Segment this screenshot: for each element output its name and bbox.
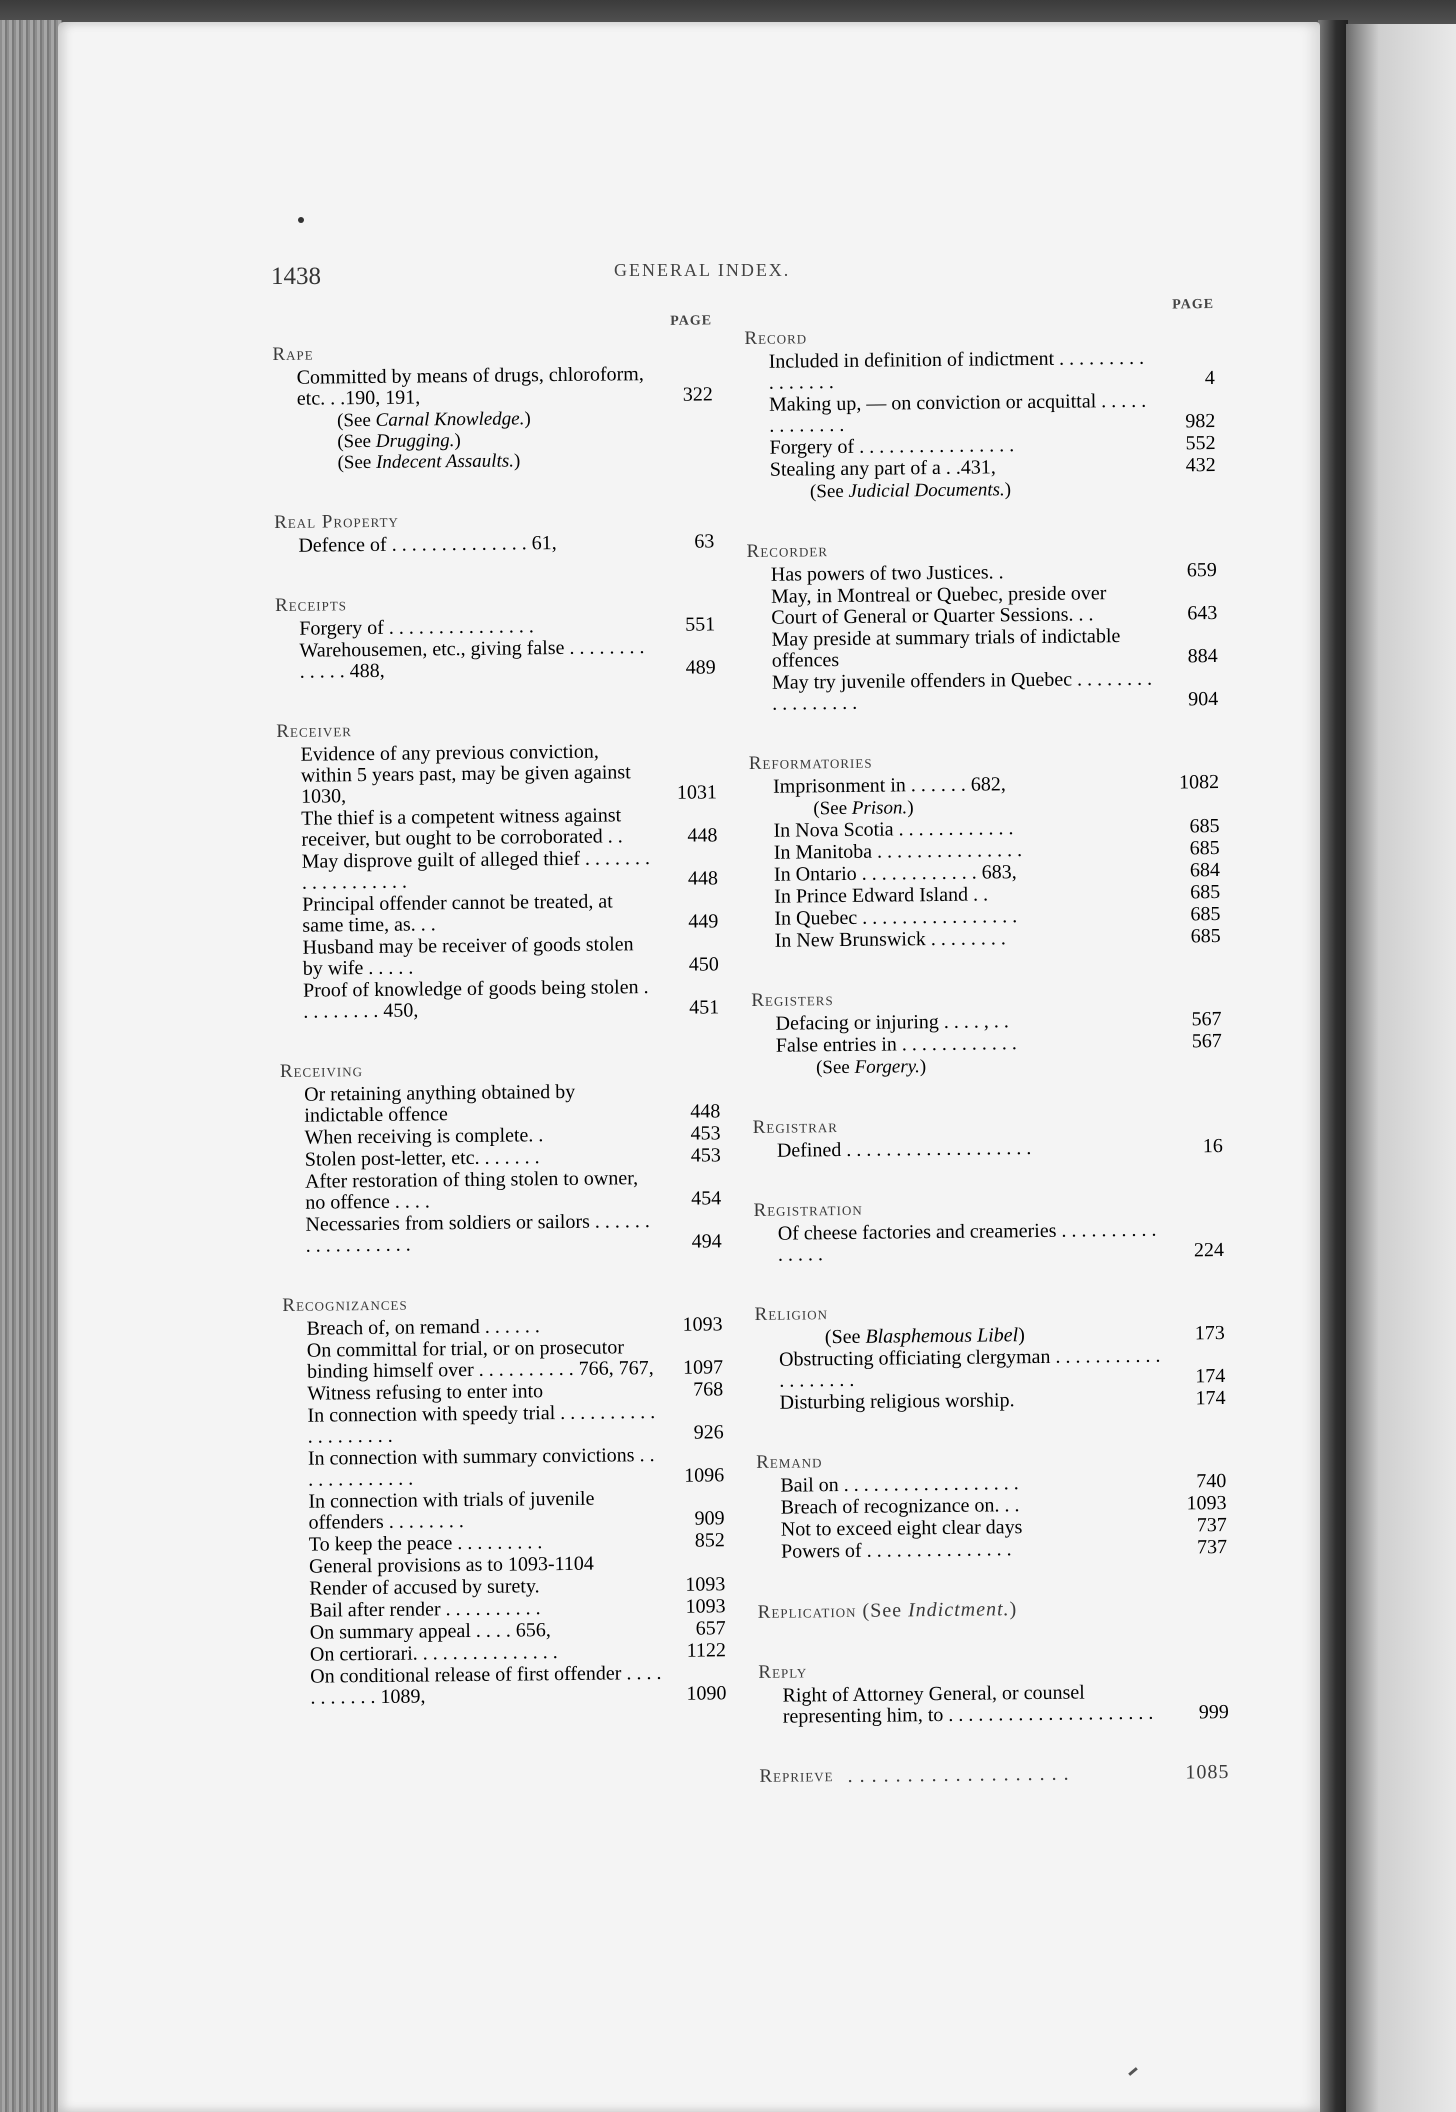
entry-text: May, in Montreal or Quebec, preside over Court of General or Quarter Sessions. . . [770, 582, 1107, 629]
index-entry [277, 804, 717, 851]
page-reference: 1090 [686, 1682, 727, 1705]
index-entry [281, 1210, 721, 1257]
index-entry [278, 890, 718, 937]
page-reference: 451 [689, 996, 720, 1019]
entry-text: After restoration of thing stolen to owner, no offence . . . . [304, 1167, 639, 1214]
index-heading: Receipts [274, 594, 348, 616]
index-entry [747, 625, 1217, 672]
index-section [753, 1112, 1223, 1162]
entry-text: On certiorari. . . . . . . . . . . . . . . [309, 1641, 558, 1666]
index-heading: Receiving [279, 1060, 364, 1082]
page-reference: 1093 [685, 1573, 726, 1596]
index-entry [747, 582, 1217, 629]
book-spine [1318, 20, 1348, 2112]
page-edges [0, 20, 62, 2112]
index-entry [279, 976, 719, 1023]
page-reference: 449 [688, 910, 719, 933]
page-reference: 173 [1194, 1322, 1225, 1345]
index-entry [280, 1080, 720, 1127]
entry-text: Breach of, on remand . . . . . . [306, 1315, 540, 1340]
page-reference: 224 [1193, 1239, 1225, 1262]
index-entry [745, 347, 1215, 394]
entry-text: Has powers of two Justices. . [770, 561, 1004, 586]
page-reference: 1097 [682, 1356, 724, 1379]
see-reference: (See Indictment.) [856, 1598, 1018, 1622]
entry-text: In Nova Scotia . . . . . . . . . . . . [773, 817, 1014, 842]
index-heading: Registrar [752, 1116, 838, 1138]
running-title: GENERAL INDEX. [614, 260, 791, 280]
see-target: Forgery. [854, 1056, 920, 1078]
entry-text: The thief is a competent witness against receiver, but ought to be corroborated . . [301, 804, 623, 851]
entry-text: May try juvenile offenders in Quebec . . . . . . . . . . . . . . . . . [771, 667, 1153, 715]
index-heading-text: Replication [757, 1600, 857, 1623]
index-heading [759, 1761, 1229, 1789]
index-entry [281, 1167, 721, 1214]
page-reference: 685 [1190, 925, 1221, 948]
see-reference: (See Prison.) [813, 797, 914, 820]
page-reference: 1096 [684, 1464, 725, 1487]
index-entry [286, 1662, 726, 1709]
see-target: Indictment. [907, 1598, 1010, 1622]
index-entry [274, 531, 714, 557]
index-heading: Religion [754, 1303, 829, 1325]
page-reference: 1082 [1178, 771, 1220, 794]
page-reference: 567 [1191, 1008, 1222, 1031]
index-section [749, 748, 1221, 952]
page-reference: 174 [1195, 1387, 1226, 1410]
index-entry [755, 1388, 1225, 1414]
page-reference: 489 [685, 656, 716, 679]
index-heading: Record [744, 327, 808, 349]
index-entry [283, 1401, 723, 1448]
entry-text: Witness refusing to enter into [307, 1380, 544, 1405]
entry-text: Bail on . . . . . . . . . . . . . . . . . . [780, 1472, 1019, 1497]
page-reference: 1085 [1185, 1760, 1230, 1784]
index-heading: Recognizances [282, 1293, 408, 1316]
page-reference: 657 [695, 1617, 726, 1640]
entry-text: Breach of recognizance on. . . [780, 1494, 1020, 1519]
page-reference: 884 [1187, 645, 1218, 668]
index-section [744, 323, 1216, 503]
index-heading-text: Reprieve [759, 1765, 834, 1787]
index-entry [755, 1345, 1225, 1392]
entry-text: Defined . . . . . . . . . . . . . . . . . . . [776, 1137, 1032, 1162]
entry-text: Of cheese factories and creameries . . . . . . . . . . . . . . . [777, 1218, 1157, 1266]
entry-text: In Prince Edward Island . . [774, 883, 989, 908]
page-reference: 322 [682, 383, 713, 406]
index-section [753, 1195, 1224, 1266]
entry-text: Stealing any part of a . .431, [769, 456, 996, 481]
entry-text: Included in definition of indictment . . . . . . . . . . . . . . . . [768, 346, 1145, 394]
index-section [280, 1056, 722, 1257]
entry-text: In Quebec . . . . . . . . . . . . . . . . [774, 905, 1018, 930]
entry-text: Forgery of . . . . . . . . . . . . . . . [299, 615, 534, 640]
page-reference: 4 [1204, 367, 1215, 390]
index-entry [273, 363, 713, 410]
index-section [756, 1447, 1227, 1563]
page-reference: 685 [1190, 903, 1221, 926]
left-index-column [272, 313, 727, 1747]
index-entry [283, 1336, 723, 1383]
index-section [272, 339, 713, 474]
index-heading: Rape [272, 343, 314, 365]
page-reference: 448 [690, 1100, 721, 1123]
entry-text: Right of Attorney General, or counsel representing him, to . . . . . . . . . . . . . . . . . . . . . [782, 1681, 1154, 1728]
index-entry [278, 847, 718, 894]
page-reference: 453 [690, 1122, 721, 1145]
entry-text: General provisions as to 1093-1104 [308, 1552, 594, 1578]
entry-text: In connection with speedy trial . . . . . . . . . . . . . . . . . . . [307, 1401, 656, 1448]
leader-dots: . . . . . . . . . . . . . . . . . . . [847, 1762, 1070, 1787]
entry-text: Forgery of . . . . . . . . . . . . . . . . [769, 434, 1015, 459]
entry-text: Powers of . . . . . . . . . . . . . . . [780, 1538, 1012, 1563]
page-reference: 926 [693, 1421, 724, 1444]
entry-text: When receiving is complete. . [304, 1124, 544, 1149]
index-heading: Registration [753, 1198, 863, 1221]
index-section [747, 536, 1219, 715]
entry-text: Making up, — on conviction or acquittal . . . . . . . . . . . . . [768, 389, 1147, 437]
page-reference: 643 [1187, 602, 1218, 625]
see-target: Indecent Assaults. [375, 450, 515, 473]
see-target: Blasphemous Libel [865, 1324, 1019, 1348]
page-reference: 453 [690, 1144, 721, 1167]
entry-text: Evidence of any previous conviction, within 5 years past, may be given against 1030, [300, 740, 631, 808]
page-reference: 1031 [676, 781, 718, 804]
index-section [759, 1761, 1229, 1789]
entry-text: Or retaining anything obtained by indictable offence [304, 1080, 576, 1127]
see-reference: (See Carnal Knowledge.) [336, 408, 531, 432]
entry-text: May preside at summary trials of indictable offences [771, 625, 1121, 672]
page-reference: 551 [685, 613, 716, 636]
page-reference: 1093 [682, 1313, 723, 1336]
entry-text: Disturbing religious worship. [779, 1389, 1015, 1414]
page-reference: 432 [1185, 454, 1216, 477]
entry-text: In New Brunswick . . . . . . . . [774, 927, 1006, 952]
entry-text: Defacing or injuring . . . . , . . [775, 1010, 1009, 1035]
page-reference: 999 [1198, 1701, 1229, 1724]
entry-text: Necessaries from soldiers or sailors . . . . . . . . . . . . . . . . . [305, 1210, 650, 1257]
page-number: 1438 [271, 263, 321, 290]
right-index-column [744, 297, 1230, 1827]
entry-text: Warehousemen, etc., giving false . . . . . . . . . . . . . 488, [299, 636, 645, 683]
see-target: Drugging. [375, 430, 455, 452]
page-reference: 737 [1196, 1514, 1227, 1537]
index-section [758, 1657, 1229, 1728]
page-reference: 1122 [686, 1639, 727, 1662]
index-section [751, 985, 1222, 1079]
index-entry [745, 390, 1215, 437]
index-section [276, 716, 719, 1023]
index-entry [758, 1681, 1228, 1728]
page-column-label: PAGE [1172, 297, 1215, 313]
index-section [282, 1290, 726, 1709]
index-heading: Registers [751, 989, 834, 1011]
page-reference: 740 [1196, 1470, 1227, 1493]
ink-speck [298, 217, 304, 223]
page-reference: 494 [691, 1230, 722, 1253]
page-column-label: PAGE [670, 313, 713, 329]
page-reference: 685 [1189, 815, 1220, 838]
page-reference: 904 [1188, 688, 1219, 711]
page-reference: 16 [1202, 1135, 1223, 1158]
entry-text: Husband may be receiver of goods stolen by wife . . . . . [302, 933, 634, 980]
index-heading: Remand [756, 1451, 823, 1473]
entry-text: In connection with summary convictions . . . . . . . . . . . . . [307, 1444, 655, 1491]
index-heading: Real Property [274, 510, 399, 533]
entry-text: Render of accused by surety. [309, 1575, 540, 1600]
index-entry [757, 1537, 1227, 1563]
page-reference: 659 [1186, 559, 1217, 582]
page-reference: 1093 [685, 1595, 726, 1618]
entry-text: On committal for trial, or on prosecutor binding himself over . . . . . . . . . . 766, 767, [306, 1336, 654, 1383]
page-reference: 685 [1189, 837, 1220, 860]
entry-text: Bail after render . . . . . . . . . . [309, 1597, 541, 1622]
index-section [275, 590, 716, 683]
entry-text: On conditional release of first offender . . . . . . . . . . . 1089, [310, 1661, 662, 1709]
index-entry [751, 926, 1221, 952]
entry-text: Committed by means of drugs, chloroform, etc. . .190, 191, [296, 363, 644, 410]
entry-text: Imprisonment in . . . . . . 682, [772, 773, 1006, 798]
entry-text: Stolen post-letter, etc. . . . . . . [304, 1146, 540, 1171]
page-reference: 454 [691, 1187, 722, 1210]
ink-mark [1128, 2067, 1138, 2076]
page-reference: 737 [1196, 1536, 1228, 1559]
see-reference: (See Blasphemous Libel) [824, 1324, 1025, 1349]
index-entry [748, 668, 1218, 715]
page-reference: 448 [687, 867, 719, 890]
index-heading: Reply [758, 1661, 808, 1683]
index-entry [276, 740, 717, 808]
page-reference: 174 [1195, 1365, 1226, 1388]
entry-text: To keep the peace . . . . . . . . . [308, 1531, 543, 1556]
see-reference: (See Drugging.) [337, 430, 461, 453]
entry-text: Proof of knowledge of goods being stolen . . . . . . . . . 450, [302, 976, 649, 1023]
index-section [754, 1299, 1225, 1414]
index-heading: Receiver [276, 720, 352, 742]
index-entry [284, 1487, 724, 1534]
see-reference: (See Judicial Documents.) [809, 479, 1012, 503]
index-entry [278, 933, 718, 980]
index-heading: Reformatories [748, 751, 873, 774]
entry-text: In Ontario . . . . . . . . . . . . 683, [773, 861, 1017, 886]
index-entry [754, 1219, 1224, 1266]
see-target: Carnal Knowledge. [375, 408, 525, 431]
page-reference: 852 [694, 1529, 725, 1552]
page-reference: 982 [1185, 410, 1216, 433]
page-reference: 448 [687, 824, 718, 847]
see-target: Judicial Documents. [848, 479, 1005, 502]
entry-text: False entries in . . . . . . . . . . . . [775, 1032, 1017, 1057]
page-reference: 450 [688, 953, 719, 976]
entry-text: Obstructing officiating clergyman . . . . . . . . . . . . . . . . . . . [778, 1344, 1161, 1392]
index-section [758, 1596, 1228, 1624]
see-reference: (See Forgery.) [815, 1056, 927, 1079]
page-reference: 684 [1189, 859, 1221, 882]
page-reference: 63 [694, 530, 715, 553]
entry-text: Principal offender cannot be treated, at same time, as. . . [302, 890, 613, 937]
page-reference: 768 [693, 1378, 724, 1401]
index-entry [284, 1444, 724, 1491]
index-heading: Recorder [746, 540, 829, 562]
page-reference: 567 [1191, 1030, 1222, 1053]
index-section [274, 507, 714, 557]
entry-text: Defence of . . . . . . . . . . . . . . 61, [298, 532, 557, 557]
entry-text: Not to exceed eight clear days [780, 1516, 1023, 1541]
entry-text: In Manitoba . . . . . . . . . . . . . . . [773, 839, 1023, 864]
page-reference: 909 [694, 1507, 725, 1530]
page-reference: 1093 [1186, 1492, 1227, 1515]
entry-text: In connection with trials of juvenile offenders . . . . . . . . [308, 1487, 595, 1534]
page-reference: 552 [1185, 432, 1216, 455]
index-entry [753, 1136, 1223, 1162]
see-reference: (See Indecent Assaults.) [337, 450, 521, 474]
index-entry [275, 636, 715, 683]
see-target: Prison. [851, 797, 908, 819]
facing-page [1346, 24, 1456, 2112]
index-heading [758, 1596, 1228, 1624]
page-reference: 685 [1190, 881, 1221, 904]
entry-text: May disprove guilt of alleged thief . . . . . . . . . . . . . . . . . . [301, 847, 651, 894]
entry-text: On summary appeal . . . . 656, [309, 1619, 551, 1644]
